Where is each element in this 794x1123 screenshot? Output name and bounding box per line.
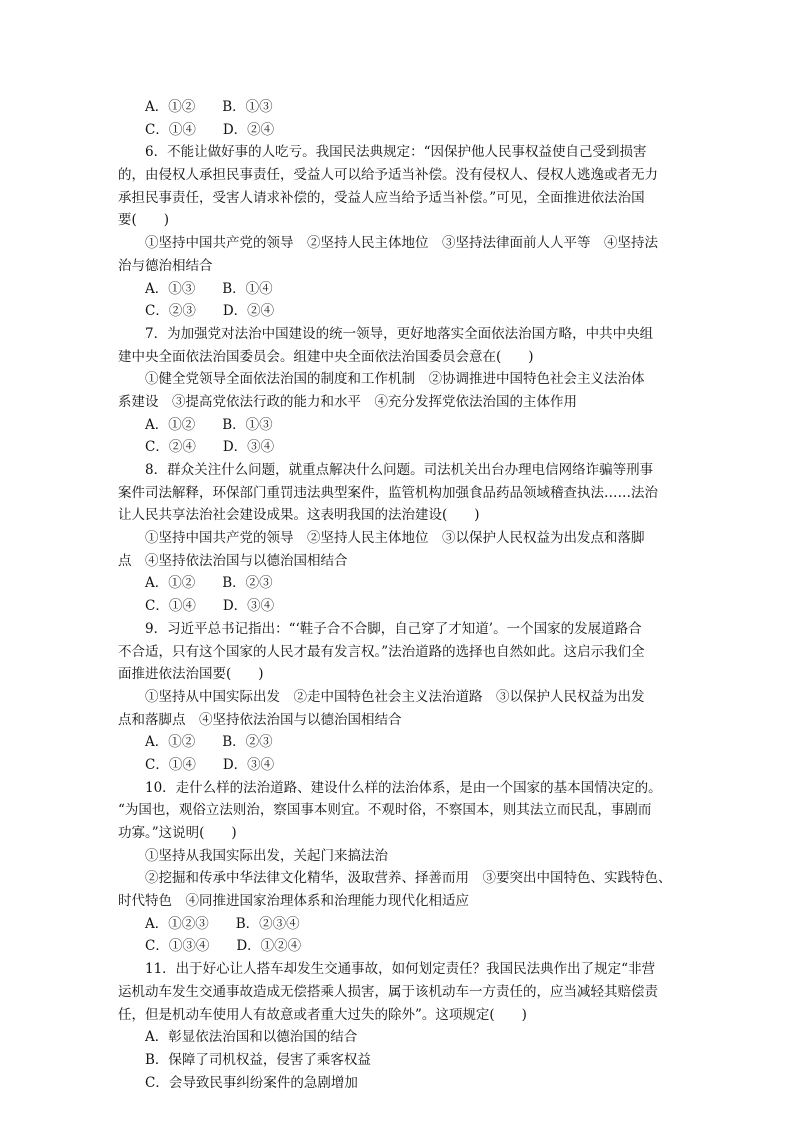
text-line: 的，由侵权人承担民事责任，受益人可以给予适当补偿。没有侵权人、侵权人逃逸或者无力 [118, 167, 658, 184]
text-line: 承担民事责任，受害人请求补偿的，受益人应当给予适当补偿。”可见，全面推进依法治国 [118, 189, 645, 206]
text-line: 案件司法解释，环保部门重罚违法典型案件，监管机构加强食品药品领域稽查执法……法治 [118, 484, 658, 501]
text-line: 任，但是机动车使用人有故意或者重大过失的除外”。这项规定( ) [118, 1006, 527, 1023]
text-line: 7．为加强党对法治中国建设的统一领导，更好地落实全面依法治国方略，中共中央组 [145, 325, 654, 342]
text-line: ①坚持从我国实际出发，关起门来搞法治 [145, 847, 388, 864]
text-line: ①坚持从中国实际出发 ②走中国特色社会主义法治道路 ③以保护人民权益为出发 [145, 688, 645, 705]
text-line: 要( ) [118, 212, 170, 229]
text-line: 建中央全面依法治国委员会。组建中央全面依法治国委员会意在( ) [118, 348, 534, 365]
text-line: C．②④ D．③④ [145, 439, 275, 456]
text-line: 系建设 ③提高党依法行政的能力和水平 ④充分发挥党依法治国的主体作用 [118, 393, 577, 410]
text-line: 点 ④坚持依法治国与以德治国相结合 [118, 552, 348, 569]
text-line: 功寡。”这说明( ) [118, 825, 237, 841]
text-line: C．会导致民事纠纷案件的急剧增加 [145, 1074, 358, 1091]
text-line: 6．不能让做好事的人吃亏。我国民法典规定：“因保护他人民事权益使自己受到损害 [145, 144, 647, 161]
text-line: 让人民共享法治社会建设成果。这表明我国的法治建设( ) [118, 507, 480, 524]
text-line: 点和落脚点 ④坚持依法治国与以德治国相结合 [118, 711, 402, 728]
text-line: A．①② B．①③ [145, 99, 273, 115]
text-line: C．①④ D．③④ [145, 598, 275, 615]
text-line: A．①②③ B．②③④ [145, 915, 300, 932]
text-line: 11．出于好心让人搭车却发生交通事故，如何划定责任？我国民法典作出了规定“非营 [145, 961, 656, 978]
text-line: ①坚持中国共产党的领导 ②坚持人民主体地位 ③坚持法律面前人人平等 ④坚持法 [145, 235, 658, 252]
text-line: ②挖掘和传承中华法律文化精华，汲取营养、择善而用 ③要突出中国特色、实践特色、 [145, 870, 672, 887]
text-line: 面推进依法治国要( ) [118, 666, 264, 683]
text-line: A．①② B．②③ [145, 575, 273, 592]
text-line: A．①③ B．①④ [145, 280, 273, 297]
text-line: 治与德治相结合 [118, 257, 213, 274]
text-line: 运机动车发生交通事故造成无偿搭乘人损害，属于该机动车一方责任的，应当减轻其赔偿责 [118, 983, 658, 1000]
text-line: A．①② B．①③ [145, 416, 273, 433]
text-line: ①健全党领导全面依法治国的制度和工作机制 ②协调推进中国特色社会主义法治体 [145, 371, 645, 388]
text-line: 时代特色 ④同推进国家治理体系和治理能力现代化相适应 [118, 893, 469, 910]
text-line: C．①③④ D．①②④ [145, 938, 302, 955]
text-line: B．保障了司机权益，侵害了乘客权益 [145, 1051, 371, 1068]
text-line: 8．群众关注什么问题，就重点解决什么问题。司法机关出台办理电信网络诈骗等刑事 [145, 462, 654, 478]
text-line: “为国也，观俗立法则治，察国事本则宜。不观时俗，不察国本，则其法立而民乱，事剧而 [118, 802, 652, 819]
document-body [118, 96, 678, 1094]
text-line: C．②③ D．②④ [145, 303, 275, 320]
text-line: C．①④ D．②④ [145, 121, 275, 138]
text-line: A．①② B．②③ [145, 734, 273, 751]
text-line: ①坚持中国共产党的领导 ②坚持人民主体地位 ③以保护人民权益为出发点和落脚 [145, 530, 645, 547]
text-line: 10．走什么样的法治道路、建设什么样的法治体系，是由一个国家的基本国情决定的。 [145, 779, 662, 796]
text-line: C．①④ D．③④ [145, 756, 275, 773]
text-line: 9．习近平总书记指出：“‘鞋子合不合脚，自己穿了才知道’。一个国家的发展道路合 [145, 620, 642, 637]
text-line: 不合适，只有这个国家的人民才最有发言权。”法治道路的选择也自然如此。这启示我们全 [118, 643, 645, 660]
text-line: A．彰显依法治国和以德治国的结合 [145, 1029, 358, 1046]
